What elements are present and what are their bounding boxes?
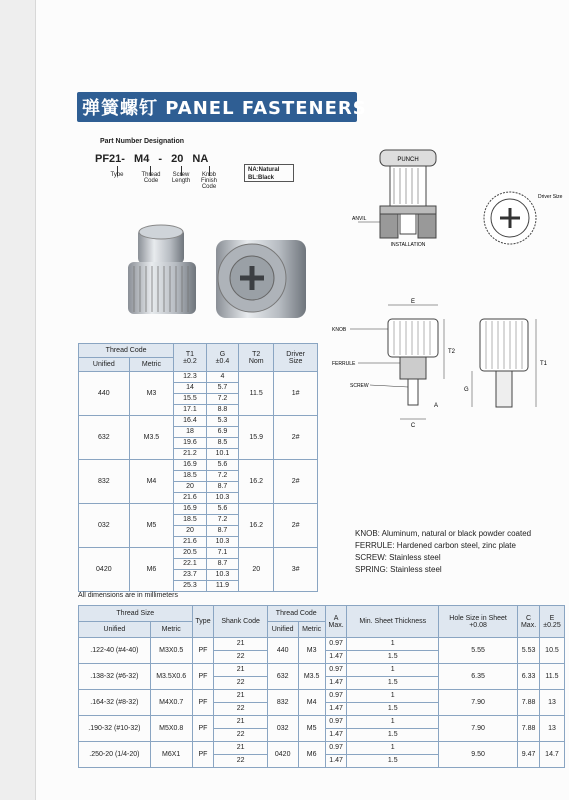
- cell-g: 10.3: [206, 570, 238, 581]
- cell-driver: 2#: [274, 416, 318, 460]
- driver-size-label: Driver Size: [538, 194, 563, 200]
- spec-screw: SCREW: Stainless steel: [355, 553, 441, 562]
- cell-metric: M4: [129, 460, 174, 504]
- cell-a: 0.97: [325, 690, 347, 703]
- cell-e: 11.5: [539, 664, 564, 690]
- cell-type: PF: [192, 638, 214, 664]
- pn-length-code: 20: [171, 153, 184, 165]
- cell-tc-unified: 832: [267, 690, 298, 716]
- cell-type: PF: [192, 690, 214, 716]
- cell-g: 8.7: [206, 559, 238, 570]
- page-title: 弹簧螺钉 PANEL FASTENERS: [82, 98, 367, 119]
- pn-dash: -: [158, 153, 163, 165]
- cell-t1: 19.6: [174, 438, 206, 449]
- dim-t2-label: T2: [448, 349, 456, 355]
- cell-min-sheet: 1.5: [347, 755, 439, 768]
- dim-c-label: C: [410, 423, 416, 429]
- material-specs: [355, 528, 531, 576]
- cell-unified: .138-32 (#6-32): [79, 664, 151, 690]
- table-row: [79, 690, 565, 703]
- cell-t1: 21.6: [174, 493, 206, 504]
- cell-a: 1.47: [325, 651, 347, 664]
- cell-t1: 16.9: [174, 504, 206, 515]
- cell-unified: .164-32 (#8-32): [79, 690, 151, 716]
- finish-code-legend: [244, 164, 294, 182]
- thread-code-table: [78, 343, 318, 592]
- dimension-diagram: [330, 295, 560, 435]
- dim-a-label: A: [434, 403, 439, 409]
- cell-min-sheet: 1: [347, 638, 439, 651]
- cell-t1: 18: [174, 427, 206, 438]
- pn-finish-code: NA: [192, 153, 209, 165]
- cell-t1: 15.5: [174, 394, 206, 405]
- cell-g: 8.5: [206, 438, 238, 449]
- table-row: [79, 638, 565, 651]
- th2-min-sheet: Min. Sheet Thickness: [347, 606, 439, 638]
- cell-e: 10.5: [539, 638, 564, 664]
- th-thread-code: Thread Code: [79, 344, 174, 358]
- cell-shank: 22: [214, 651, 267, 664]
- cell-tc-unified: 0420: [267, 742, 298, 768]
- cell-g: 5.7: [206, 383, 238, 394]
- th-t2: T2 Nom: [239, 344, 274, 372]
- cell-shank: 21: [214, 742, 267, 755]
- cell-shank: 22: [214, 703, 267, 716]
- th2-tc-metric: Metric: [298, 622, 325, 638]
- cell-t1: 18.5: [174, 471, 206, 482]
- cell-shank: 21: [214, 664, 267, 677]
- cell-e: 14.7: [539, 742, 564, 768]
- cell-a: 0.97: [325, 742, 347, 755]
- cell-unified: 0420: [79, 548, 130, 592]
- cell-g: 7.2: [206, 394, 238, 405]
- cell-tc-unified: 440: [267, 638, 298, 664]
- pn-type-code: PF21-: [95, 153, 125, 165]
- cell-type: PF: [192, 716, 214, 742]
- cell-t2: 16.2: [239, 460, 274, 504]
- cell-a: 1.47: [325, 677, 347, 690]
- cell-t1: 14: [174, 383, 206, 394]
- cell-t2: 15.9: [239, 416, 274, 460]
- cell-shank: 22: [214, 729, 267, 742]
- cell-g: 10.3: [206, 493, 238, 504]
- cell-t1: 17.1: [174, 405, 206, 416]
- table-row: [79, 460, 318, 471]
- cell-c: 9.47: [518, 742, 540, 768]
- cell-t1: 21.2: [174, 449, 206, 460]
- fastener-photo: [116, 222, 316, 332]
- table-row: [79, 416, 318, 427]
- cell-driver: 1#: [274, 372, 318, 416]
- cell-a: 0.97: [325, 716, 347, 729]
- cell-a: 1.47: [325, 703, 347, 716]
- cell-hole: 6.35: [439, 664, 518, 690]
- pn-label-thread: Thread Code: [141, 172, 161, 184]
- ferrule-label: FERRULE: [332, 361, 356, 367]
- pn-label-finish: Knob Finish Code: [200, 172, 217, 190]
- cell-min-sheet: 1: [347, 664, 439, 677]
- cell-hole: 7.90: [439, 690, 518, 716]
- part-number-heading: Part Number Designation: [100, 138, 185, 145]
- cell-e: 13: [539, 716, 564, 742]
- th2-metric: Metric: [150, 622, 192, 638]
- table-row: [79, 716, 565, 729]
- table-row: [79, 504, 318, 515]
- spec-spring: SPRING: Stainless steel: [355, 565, 442, 574]
- cell-metric: M3: [129, 372, 174, 416]
- cell-unified: .250-20 (1/4-20): [79, 742, 151, 768]
- dim-e-label: E: [410, 299, 416, 305]
- spec-knob: KNOB: Aluminum, natural or black powder coated: [355, 529, 532, 538]
- pn-label-type: Type: [110, 172, 124, 178]
- th-driver: Driver Size: [274, 344, 318, 372]
- cell-a: 0.97: [325, 664, 347, 677]
- table-row: [79, 372, 318, 383]
- finish-option-black: BL:Black: [248, 175, 275, 181]
- cell-g: 7.2: [206, 515, 238, 526]
- cell-c: 6.33: [518, 664, 540, 690]
- cell-g: 10.1: [206, 449, 238, 460]
- cell-min-sheet: 1: [347, 690, 439, 703]
- cell-e: 13: [539, 690, 564, 716]
- cell-hole: 5.55: [439, 638, 518, 664]
- th2-a: A Max.: [325, 606, 347, 638]
- cell-metric: M5: [129, 504, 174, 548]
- cell-metric: M6X1: [150, 742, 192, 768]
- cell-shank: 21: [214, 638, 267, 651]
- cell-min-sheet: 1: [347, 742, 439, 755]
- cell-tc-unified: 032: [267, 716, 298, 742]
- cell-min-sheet: 1.5: [347, 729, 439, 742]
- th-t1: T1 ±0.2: [174, 344, 206, 372]
- cell-tc-metric: M3: [298, 638, 325, 664]
- cell-t1: 16.9: [174, 460, 206, 471]
- dimension-table: [78, 605, 565, 768]
- knob-label: KNOB: [332, 327, 347, 333]
- table-row: [79, 742, 565, 755]
- table-row: [79, 548, 318, 559]
- spec-ferrule: FERRULE: Hardened carbon steel, zinc plate: [355, 541, 516, 550]
- cell-c: 5.53: [518, 638, 540, 664]
- photo-knob-body: [128, 262, 196, 314]
- cell-t1: 25.3: [174, 581, 206, 592]
- screw-label: SCREW: [350, 383, 369, 389]
- cell-t1: 20: [174, 482, 206, 493]
- dim-g-label: G: [464, 387, 469, 393]
- cell-unified: 032: [79, 504, 130, 548]
- th-g: G ±0.4: [206, 344, 238, 372]
- cell-t2: 11.5: [239, 372, 274, 416]
- cell-t1: 20: [174, 526, 206, 537]
- dimensions-note: All dimensions are in millimeters: [78, 592, 178, 599]
- cell-metric: M5X0.8: [150, 716, 192, 742]
- th2-c: C Max.: [518, 606, 540, 638]
- cell-unified: .122-40 (#4-40): [79, 638, 151, 664]
- cell-tc-metric: M3.5: [298, 664, 325, 690]
- th2-e: E ±0.25: [539, 606, 564, 638]
- pn-label-length: Screw Length: [171, 172, 191, 184]
- cell-g: 11.9: [206, 581, 238, 592]
- cell-shank: 22: [214, 677, 267, 690]
- cell-hole: 7.90: [439, 716, 518, 742]
- cell-t1: 12.3: [174, 372, 206, 383]
- th2-tc-unified: Unified: [267, 622, 298, 638]
- cell-g: 6.9: [206, 427, 238, 438]
- cell-c: 7.88: [518, 690, 540, 716]
- cell-t1: 20.5: [174, 548, 206, 559]
- cell-hole: 9.50: [439, 742, 518, 768]
- cell-metric: M3.5X0.6: [150, 664, 192, 690]
- finish-option-natural: NA:Natural: [248, 167, 280, 173]
- cell-driver: 2#: [274, 460, 318, 504]
- cell-unified: 440: [79, 372, 130, 416]
- cell-type: PF: [192, 742, 214, 768]
- cell-shank: 21: [214, 716, 267, 729]
- cell-min-sheet: 1.5: [347, 677, 439, 690]
- cell-a: 0.97: [325, 638, 347, 651]
- th2-shank: Shank Code: [214, 606, 267, 638]
- cell-g: 10.3: [206, 537, 238, 548]
- cell-unified: 632: [79, 416, 130, 460]
- anvil-label: ANVIL: [352, 216, 367, 222]
- cell-t2: 20: [239, 548, 274, 592]
- cell-metric: M3X0.5: [150, 638, 192, 664]
- cell-min-sheet: 1: [347, 716, 439, 729]
- table-row: [79, 664, 565, 677]
- cell-t1: 23.7: [174, 570, 206, 581]
- dim-t1-label: T1: [540, 361, 548, 367]
- cell-metric: M4X0.7: [150, 690, 192, 716]
- cell-g: 4: [206, 372, 238, 383]
- cell-unified: 832: [79, 460, 130, 504]
- cell-shank: 21: [214, 690, 267, 703]
- th-metric: Metric: [129, 358, 174, 372]
- punch-label: PUNCH: [397, 157, 419, 163]
- cell-type: PF: [192, 664, 214, 690]
- cell-g: 5.6: [206, 460, 238, 471]
- cell-g: 8.7: [206, 482, 238, 493]
- cell-driver: 3#: [274, 548, 318, 592]
- th2-type: Type: [192, 606, 214, 638]
- cell-tc-metric: M6: [298, 742, 325, 768]
- cell-tc-unified: 632: [267, 664, 298, 690]
- cell-tc-metric: M4: [298, 690, 325, 716]
- cell-g: 8.8: [206, 405, 238, 416]
- pn-thread-code: M4: [134, 153, 150, 165]
- cell-t1: 22.1: [174, 559, 206, 570]
- cell-min-sheet: 1.5: [347, 703, 439, 716]
- th2-unified: Unified: [79, 622, 151, 638]
- cell-t2: 16.2: [239, 504, 274, 548]
- th2-hole: Hole Size in Sheet +0.08: [439, 606, 518, 638]
- cell-g: 7.2: [206, 471, 238, 482]
- cell-t1: 18.5: [174, 515, 206, 526]
- part-number-example: [95, 153, 214, 165]
- installation-diagram: [350, 148, 563, 258]
- cell-metric: M3.5: [129, 416, 174, 460]
- cell-c: 7.88: [518, 716, 540, 742]
- cell-a: 1.47: [325, 755, 347, 768]
- cell-shank: 22: [214, 755, 267, 768]
- th-unified: Unified: [79, 358, 130, 372]
- cell-g: 5.3: [206, 416, 238, 427]
- cell-unified: .190-32 (#10-32): [79, 716, 151, 742]
- cell-metric: M6: [129, 548, 174, 592]
- cell-t1: 21.6: [174, 537, 206, 548]
- th2-thread-size: Thread Size: [79, 606, 193, 622]
- cell-g: 8.7: [206, 526, 238, 537]
- cell-a: 1.47: [325, 729, 347, 742]
- page-binding-edge: [0, 0, 36, 800]
- cell-min-sheet: 1.5: [347, 651, 439, 664]
- cell-g: 7.1: [206, 548, 238, 559]
- th2-thread-code: Thread Code: [267, 606, 325, 622]
- installation-label: INSTALLATION: [390, 242, 426, 248]
- cell-g: 5.6: [206, 504, 238, 515]
- cell-t1: 16.4: [174, 416, 206, 427]
- cell-tc-metric: M5: [298, 716, 325, 742]
- cell-driver: 2#: [274, 504, 318, 548]
